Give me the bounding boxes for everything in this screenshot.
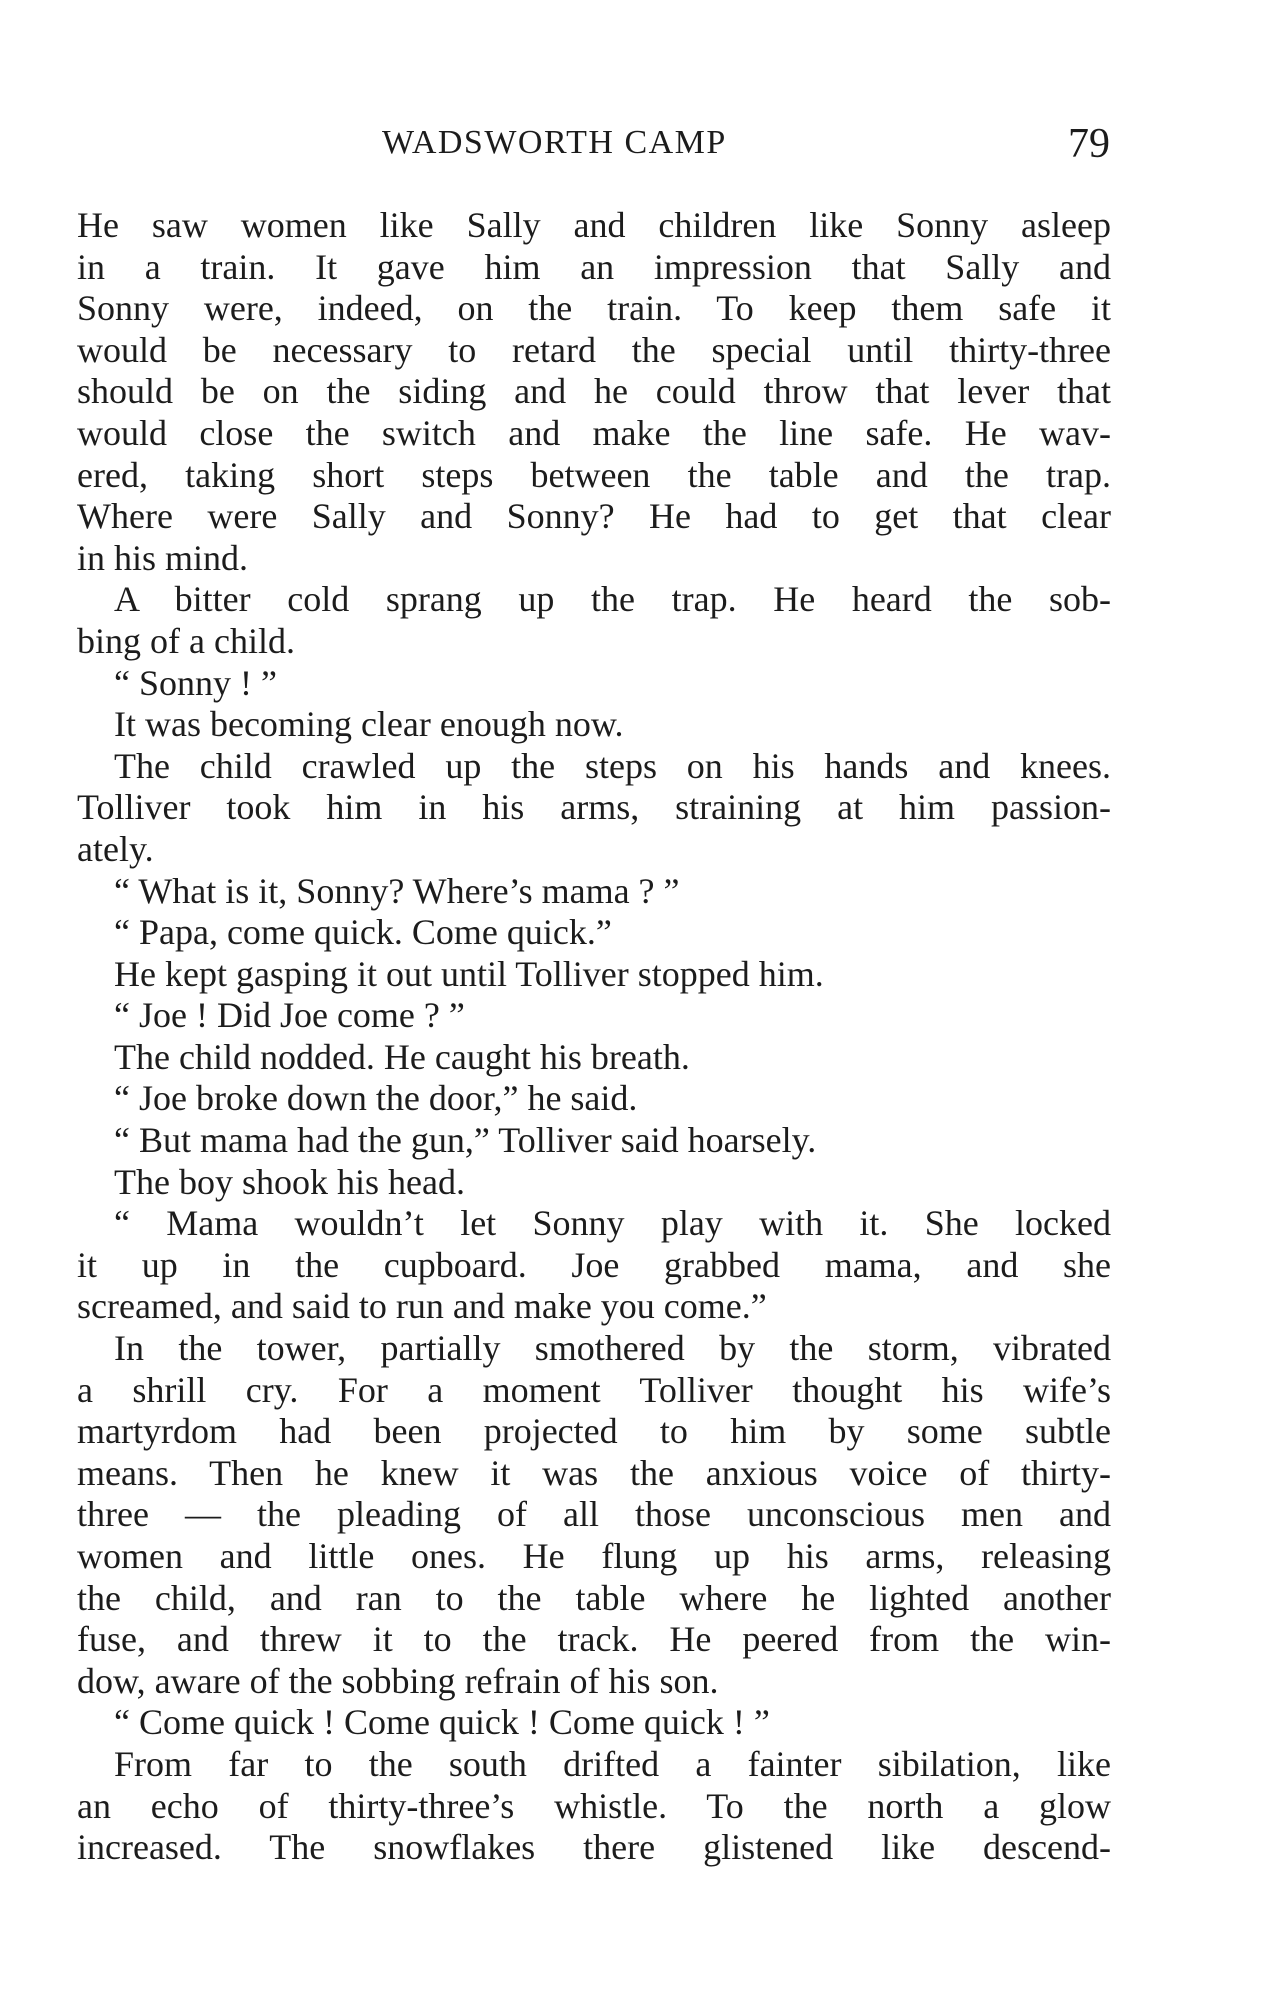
text-line: He kept gasping it out until Tolliver stopped him.: [114, 953, 824, 994]
text-line: “ What is it, Sonny? Where’s mama ? ”: [114, 870, 680, 911]
text-line: A bitter cold sprang up the trap. He heard the sob-: [114, 579, 1111, 620]
text-line: in a train. It gave him an impression that Sally and: [77, 246, 1111, 287]
page-number: 79: [1068, 121, 1110, 167]
text-line: would be necessary to retard the special until thirty-three: [77, 329, 1111, 370]
text-line: martyrdom had been projected to him by some subtle: [77, 1411, 1111, 1452]
text-line: ately.: [77, 828, 154, 869]
text-line: ered, taking short steps between the table and the trap.: [77, 454, 1111, 495]
text-line: Where were Sally and Sonny? He had to get that clear: [77, 496, 1111, 537]
text-line: dow, aware of the sobbing refrain of his son.: [77, 1660, 719, 1701]
text-line: “ Mama wouldn’t let Sonny play with it. She locked: [114, 1203, 1111, 1244]
text-line: it up in the cupboard. Joe grabbed mama, and she: [77, 1244, 1111, 1285]
text-line: three — the pleading of all those unconscious men and: [77, 1494, 1111, 1535]
text-line: the child, and ran to the table where he lighted another: [77, 1577, 1111, 1618]
text-line: The child crawled up the steps on his hands and knees.: [114, 745, 1111, 786]
text-line: It was becoming clear enough now.: [114, 704, 624, 745]
text-line: The child nodded. He caught his breath.: [114, 1036, 690, 1077]
text-line: increased. The snowflakes there glistened like descend-: [77, 1827, 1111, 1868]
text-line: women and little ones. He flung up his arms, releasing: [77, 1536, 1111, 1576]
text-line: a shrill cry. For a moment Tolliver thought his wife’s: [77, 1369, 1111, 1410]
text-line: He saw women like Sally and children like Sonny asleep: [77, 205, 1111, 245]
text-line: “ Come quick ! Come quick ! Come quick ! ”: [114, 1702, 770, 1743]
text-line: means. Then he knew it was the anxious voice of thirty-: [77, 1452, 1111, 1493]
running-header: [0, 112, 1272, 172]
text-line: In the tower, partially smothered by the storm, vibrated: [114, 1328, 1111, 1369]
text-line: an echo of thirty-three’s whistle. To the north a glow: [77, 1785, 1111, 1826]
text-line: “ Joe broke down the door,” he said.: [114, 1078, 638, 1119]
text-line: should be on the siding and he could throw that lever that: [77, 371, 1111, 412]
text-line: The boy shook his head.: [114, 1161, 465, 1202]
text-line: would close the switch and make the line safe. He wav-: [77, 412, 1111, 453]
text-line: fuse, and threw it to the track. He peered from the win-: [77, 1619, 1111, 1660]
text-line: From far to the south drifted a fainter sibilation, like: [114, 1743, 1111, 1784]
text-line: screamed, and said to run and make you come.”: [77, 1286, 767, 1327]
text-line: “ Papa, come quick. Come quick.”: [114, 912, 612, 953]
text-line: “ Sonny ! ”: [114, 662, 277, 703]
running-title: WADSWORTH CAMP: [382, 124, 727, 161]
body-text: [77, 205, 1111, 1869]
text-line: bing of a child.: [77, 620, 295, 661]
text-line: “ But mama had the gun,” Tolliver said hoarsely.: [114, 1120, 817, 1161]
text-line: “ Joe ! Did Joe come ? ”: [114, 995, 465, 1036]
text-line: Sonny were, indeed, on the train. To keep them safe it: [77, 288, 1111, 329]
text-line: Tolliver took him in his arms, straining at him passion-: [77, 787, 1111, 828]
text-line: in his mind.: [77, 537, 249, 578]
